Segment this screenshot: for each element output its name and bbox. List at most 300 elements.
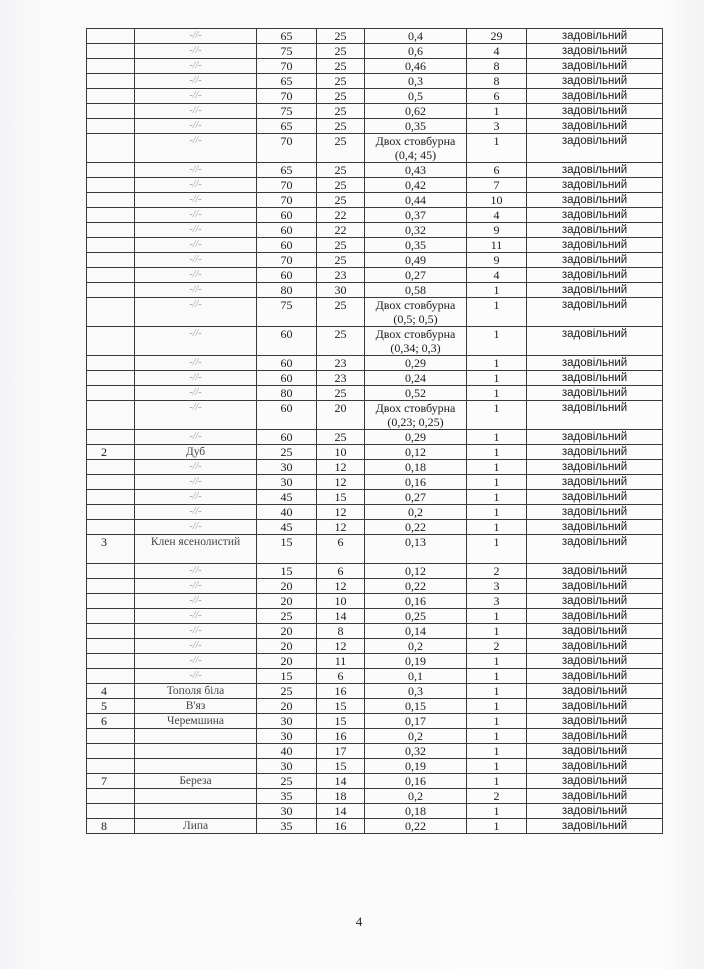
row-number-cell <box>87 594 135 609</box>
condition-cell: задовільний <box>527 475 663 490</box>
age-cell: 70 <box>257 59 317 74</box>
row-number-cell <box>87 744 135 759</box>
condition-cell: задовільний <box>527 59 663 74</box>
row-number-cell <box>87 564 135 579</box>
count-cell: 1 <box>467 134 527 163</box>
condition-cell: задовільний <box>527 535 663 564</box>
age-cell: 30 <box>257 729 317 744</box>
row-number-cell <box>87 430 135 445</box>
height-cell: 16 <box>317 684 365 699</box>
table-row <box>87 327 663 356</box>
species-cell: Береза <box>135 774 257 789</box>
age-cell: 60 <box>257 371 317 386</box>
condition-cell: задовільний <box>527 594 663 609</box>
diameter-cell: 0,19 <box>365 759 467 774</box>
table-row <box>87 163 663 178</box>
diameter-cell: 0,24 <box>365 371 467 386</box>
row-number-cell: 8 <box>87 819 135 834</box>
table-row <box>87 744 663 759</box>
diameter-cell: 0,1 <box>365 669 467 684</box>
diameter-cell: 0,42 <box>365 178 467 193</box>
height-cell: 15 <box>317 490 365 505</box>
count-cell: 1 <box>467 430 527 445</box>
diameter-cell: 0,29 <box>365 430 467 445</box>
count-cell: 4 <box>467 268 527 283</box>
row-number-cell <box>87 371 135 386</box>
row-number-cell: 6 <box>87 714 135 729</box>
table-row <box>87 490 663 505</box>
count-cell: 1 <box>467 475 527 490</box>
table-row <box>87 520 663 535</box>
age-cell: 65 <box>257 29 317 44</box>
age-cell: 65 <box>257 74 317 89</box>
row-number-cell <box>87 29 135 44</box>
table-row <box>87 789 663 804</box>
table-row <box>87 44 663 59</box>
species-cell: Дуб <box>135 445 257 460</box>
height-cell: 22 <box>317 208 365 223</box>
species-cell: -//- <box>135 29 257 44</box>
species-cell: -//- <box>135 298 257 327</box>
count-cell: 3 <box>467 579 527 594</box>
species-cell: -//- <box>135 475 257 490</box>
table-row <box>87 759 663 774</box>
table-row <box>87 804 663 819</box>
count-cell: 2 <box>467 639 527 654</box>
height-cell: 12 <box>317 505 365 520</box>
diameter-cell: 0,19 <box>365 654 467 669</box>
diameter-cell: 0,43 <box>365 163 467 178</box>
condition-cell: задовільний <box>527 29 663 44</box>
count-cell: 1 <box>467 283 527 298</box>
age-cell: 70 <box>257 193 317 208</box>
height-cell: 25 <box>317 104 365 119</box>
age-cell: 15 <box>257 535 317 564</box>
diameter-cell: 0,62 <box>365 104 467 119</box>
species-cell <box>135 744 257 759</box>
age-cell: 40 <box>257 744 317 759</box>
species-cell <box>135 804 257 819</box>
table-row <box>87 609 663 624</box>
height-cell: 25 <box>317 44 365 59</box>
row-number-cell <box>87 520 135 535</box>
diameter-cell: 0,16 <box>365 774 467 789</box>
height-cell: 18 <box>317 789 365 804</box>
diameter-cell: Двох стовбурна (0,5; 0,5) <box>365 298 467 327</box>
count-cell: 3 <box>467 119 527 134</box>
height-cell: 25 <box>317 134 365 163</box>
height-cell: 6 <box>317 669 365 684</box>
condition-cell: задовільний <box>527 253 663 268</box>
age-cell: 60 <box>257 238 317 253</box>
age-cell: 75 <box>257 104 317 119</box>
species-cell: -//- <box>135 223 257 238</box>
age-cell: 25 <box>257 774 317 789</box>
species-cell: В'яз <box>135 699 257 714</box>
row-number-cell <box>87 44 135 59</box>
diameter-cell: 0,37 <box>365 208 467 223</box>
diameter-cell: 0,17 <box>365 714 467 729</box>
species-cell: -//- <box>135 104 257 119</box>
table-row <box>87 535 663 564</box>
height-cell: 25 <box>317 298 365 327</box>
species-cell: -//- <box>135 460 257 475</box>
age-cell: 80 <box>257 283 317 298</box>
species-cell: -//- <box>135 208 257 223</box>
row-number-cell <box>87 223 135 238</box>
row-number-cell: 5 <box>87 699 135 714</box>
table-row <box>87 268 663 283</box>
diameter-cell: 0,18 <box>365 460 467 475</box>
height-cell: 30 <box>317 283 365 298</box>
table-row <box>87 223 663 238</box>
count-cell: 2 <box>467 564 527 579</box>
species-cell: Липа <box>135 819 257 834</box>
count-cell: 6 <box>467 163 527 178</box>
height-cell: 12 <box>317 475 365 490</box>
height-cell: 25 <box>317 430 365 445</box>
age-cell: 60 <box>257 223 317 238</box>
diameter-cell: Двох стовбурна (0,34; 0,3) <box>365 327 467 356</box>
row-number-cell <box>87 490 135 505</box>
diameter-cell: 0,32 <box>365 744 467 759</box>
row-number-cell <box>87 283 135 298</box>
condition-cell: задовільний <box>527 714 663 729</box>
height-cell: 23 <box>317 268 365 283</box>
row-number-cell <box>87 789 135 804</box>
table-row <box>87 371 663 386</box>
table-row <box>87 89 663 104</box>
count-cell: 1 <box>467 774 527 789</box>
age-cell: 45 <box>257 520 317 535</box>
species-cell: -//- <box>135 327 257 356</box>
table-row <box>87 74 663 89</box>
height-cell: 22 <box>317 223 365 238</box>
species-cell: -//- <box>135 356 257 371</box>
species-cell: -//- <box>135 579 257 594</box>
count-cell: 10 <box>467 193 527 208</box>
height-cell: 12 <box>317 520 365 535</box>
count-cell: 1 <box>467 445 527 460</box>
count-cell: 1 <box>467 371 527 386</box>
species-cell: -//- <box>135 490 257 505</box>
table-row <box>87 178 663 193</box>
tree-inventory-table <box>86 28 663 834</box>
height-cell: 14 <box>317 804 365 819</box>
species-cell: -//- <box>135 594 257 609</box>
species-cell: -//- <box>135 386 257 401</box>
age-cell: 20 <box>257 639 317 654</box>
diameter-cell: 0,58 <box>365 283 467 298</box>
count-cell: 1 <box>467 729 527 744</box>
diameter-cell: 0,2 <box>365 729 467 744</box>
age-cell: 65 <box>257 119 317 134</box>
species-cell: -//- <box>135 163 257 178</box>
diameter-cell: 0,12 <box>365 564 467 579</box>
species-cell: -//- <box>135 564 257 579</box>
diameter-cell: 0,52 <box>365 386 467 401</box>
count-cell: 9 <box>467 223 527 238</box>
species-cell: -//- <box>135 624 257 639</box>
condition-cell: задовільний <box>527 283 663 298</box>
condition-cell: задовільний <box>527 178 663 193</box>
height-cell: 16 <box>317 729 365 744</box>
height-cell: 23 <box>317 356 365 371</box>
height-cell: 8 <box>317 624 365 639</box>
row-number-cell: 7 <box>87 774 135 789</box>
height-cell: 20 <box>317 401 365 430</box>
species-cell: -//- <box>135 119 257 134</box>
height-cell: 12 <box>317 639 365 654</box>
age-cell: 60 <box>257 208 317 223</box>
row-number-cell <box>87 804 135 819</box>
height-cell: 23 <box>317 371 365 386</box>
height-cell: 25 <box>317 193 365 208</box>
row-number-cell <box>87 609 135 624</box>
species-cell: -//- <box>135 253 257 268</box>
species-cell: -//- <box>135 44 257 59</box>
age-cell: 80 <box>257 386 317 401</box>
row-number-cell <box>87 669 135 684</box>
age-cell: 20 <box>257 624 317 639</box>
condition-cell: задовільний <box>527 609 663 624</box>
table-row <box>87 639 663 654</box>
condition-cell: задовільний <box>527 624 663 639</box>
table-row <box>87 819 663 834</box>
diameter-cell: 0,4 <box>365 29 467 44</box>
row-number-cell <box>87 74 135 89</box>
species-cell: -//- <box>135 609 257 624</box>
condition-cell: задовільний <box>527 401 663 430</box>
height-cell: 6 <box>317 535 365 564</box>
count-cell: 1 <box>467 699 527 714</box>
age-cell: 65 <box>257 163 317 178</box>
height-cell: 25 <box>317 238 365 253</box>
count-cell: 7 <box>467 178 527 193</box>
table-row <box>87 774 663 789</box>
diameter-cell: 0,5 <box>365 89 467 104</box>
condition-cell: задовільний <box>527 238 663 253</box>
age-cell: 20 <box>257 594 317 609</box>
table-row <box>87 714 663 729</box>
row-number-cell <box>87 729 135 744</box>
condition-cell: задовільний <box>527 520 663 535</box>
age-cell: 60 <box>257 401 317 430</box>
species-cell: -//- <box>135 401 257 430</box>
count-cell: 4 <box>467 208 527 223</box>
height-cell: 25 <box>317 163 365 178</box>
condition-cell: задовільний <box>527 774 663 789</box>
condition-cell: задовільний <box>527 119 663 134</box>
condition-cell: задовільний <box>527 729 663 744</box>
table-row <box>87 624 663 639</box>
age-cell: 60 <box>257 430 317 445</box>
row-number-cell <box>87 193 135 208</box>
species-cell: -//- <box>135 238 257 253</box>
row-number-cell <box>87 579 135 594</box>
age-cell: 45 <box>257 490 317 505</box>
condition-cell: задовільний <box>527 460 663 475</box>
condition-cell: задовільний <box>527 44 663 59</box>
age-cell: 20 <box>257 579 317 594</box>
count-cell: 1 <box>467 460 527 475</box>
condition-cell: задовільний <box>527 356 663 371</box>
diameter-cell: 0,35 <box>365 238 467 253</box>
species-cell: -//- <box>135 669 257 684</box>
age-cell: 15 <box>257 669 317 684</box>
count-cell: 1 <box>467 401 527 430</box>
diameter-cell: 0,2 <box>365 505 467 520</box>
table-row <box>87 475 663 490</box>
height-cell: 25 <box>317 74 365 89</box>
count-cell: 9 <box>467 253 527 268</box>
species-cell <box>135 729 257 744</box>
height-cell: 6 <box>317 564 365 579</box>
condition-cell: задовільний <box>527 193 663 208</box>
table-row <box>87 253 663 268</box>
row-number-cell <box>87 268 135 283</box>
row-number-cell <box>87 505 135 520</box>
height-cell: 25 <box>317 119 365 134</box>
condition-cell: задовільний <box>527 684 663 699</box>
species-cell: -//- <box>135 59 257 74</box>
condition-cell: задовільний <box>527 430 663 445</box>
row-number-cell: 3 <box>87 535 135 564</box>
age-cell: 30 <box>257 759 317 774</box>
table-row <box>87 104 663 119</box>
age-cell: 30 <box>257 804 317 819</box>
species-cell: -//- <box>135 371 257 386</box>
table-row <box>87 401 663 430</box>
row-number-cell <box>87 639 135 654</box>
diameter-cell: 0,15 <box>365 699 467 714</box>
height-cell: 12 <box>317 460 365 475</box>
height-cell: 10 <box>317 594 365 609</box>
diameter-cell: 0,3 <box>365 74 467 89</box>
condition-cell: задовільний <box>527 669 663 684</box>
row-number-cell <box>87 759 135 774</box>
species-cell: -//- <box>135 193 257 208</box>
height-cell: 14 <box>317 609 365 624</box>
table-row <box>87 134 663 163</box>
species-cell: -//- <box>135 134 257 163</box>
row-number-cell <box>87 89 135 104</box>
height-cell: 15 <box>317 759 365 774</box>
height-cell: 17 <box>317 744 365 759</box>
count-cell: 8 <box>467 59 527 74</box>
diameter-cell: 0,29 <box>365 356 467 371</box>
row-number-cell <box>87 654 135 669</box>
count-cell: 1 <box>467 819 527 834</box>
table-row <box>87 29 663 44</box>
age-cell: 35 <box>257 819 317 834</box>
count-cell: 29 <box>467 29 527 44</box>
diameter-cell: 0,3 <box>365 684 467 699</box>
table-row <box>87 386 663 401</box>
condition-cell: задовільний <box>527 223 663 238</box>
height-cell: 25 <box>317 59 365 74</box>
row-number-cell <box>87 356 135 371</box>
count-cell: 1 <box>467 298 527 327</box>
count-cell: 1 <box>467 104 527 119</box>
species-cell: Тополя біла <box>135 684 257 699</box>
condition-cell: задовільний <box>527 639 663 654</box>
condition-cell: задовільний <box>527 699 663 714</box>
diameter-cell: 0,22 <box>365 819 467 834</box>
count-cell: 1 <box>467 356 527 371</box>
diameter-cell: 0,16 <box>365 475 467 490</box>
row-number-cell <box>87 253 135 268</box>
diameter-cell: 0,2 <box>365 639 467 654</box>
species-cell: -//- <box>135 505 257 520</box>
height-cell: 15 <box>317 699 365 714</box>
species-cell: -//- <box>135 178 257 193</box>
height-cell: 15 <box>317 714 365 729</box>
height-cell: 12 <box>317 579 365 594</box>
diameter-cell: 0,44 <box>365 193 467 208</box>
species-cell: -//- <box>135 74 257 89</box>
table-row <box>87 298 663 327</box>
count-cell: 1 <box>467 669 527 684</box>
age-cell: 40 <box>257 505 317 520</box>
count-cell: 6 <box>467 89 527 104</box>
condition-cell: задовільний <box>527 134 663 163</box>
table-row <box>87 283 663 298</box>
age-cell: 35 <box>257 789 317 804</box>
height-cell: 10 <box>317 445 365 460</box>
height-cell: 25 <box>317 29 365 44</box>
row-number-cell <box>87 163 135 178</box>
table-row <box>87 505 663 520</box>
row-number-cell <box>87 208 135 223</box>
row-number-cell <box>87 624 135 639</box>
count-cell: 1 <box>467 327 527 356</box>
age-cell: 30 <box>257 460 317 475</box>
table-row <box>87 460 663 475</box>
count-cell: 1 <box>467 684 527 699</box>
species-cell: -//- <box>135 639 257 654</box>
table-row <box>87 356 663 371</box>
table-row <box>87 564 663 579</box>
count-cell: 2 <box>467 789 527 804</box>
condition-cell: задовільний <box>527 268 663 283</box>
table-row <box>87 208 663 223</box>
condition-cell: задовільний <box>527 104 663 119</box>
count-cell: 1 <box>467 535 527 564</box>
diameter-cell: 0,27 <box>365 490 467 505</box>
species-cell <box>135 789 257 804</box>
diameter-cell: 0,27 <box>365 268 467 283</box>
condition-cell: задовільний <box>527 386 663 401</box>
condition-cell: задовільний <box>527 89 663 104</box>
species-cell: -//- <box>135 430 257 445</box>
table-row <box>87 594 663 609</box>
row-number-cell: 4 <box>87 684 135 699</box>
condition-cell: задовільний <box>527 789 663 804</box>
age-cell: 15 <box>257 564 317 579</box>
condition-cell: задовільний <box>527 804 663 819</box>
condition-cell: задовільний <box>527 819 663 834</box>
table-row <box>87 59 663 74</box>
age-cell: 75 <box>257 44 317 59</box>
condition-cell: задовільний <box>527 759 663 774</box>
count-cell: 4 <box>467 44 527 59</box>
condition-cell: задовільний <box>527 579 663 594</box>
age-cell: 60 <box>257 356 317 371</box>
count-cell: 1 <box>467 714 527 729</box>
species-cell: -//- <box>135 268 257 283</box>
table-row <box>87 193 663 208</box>
